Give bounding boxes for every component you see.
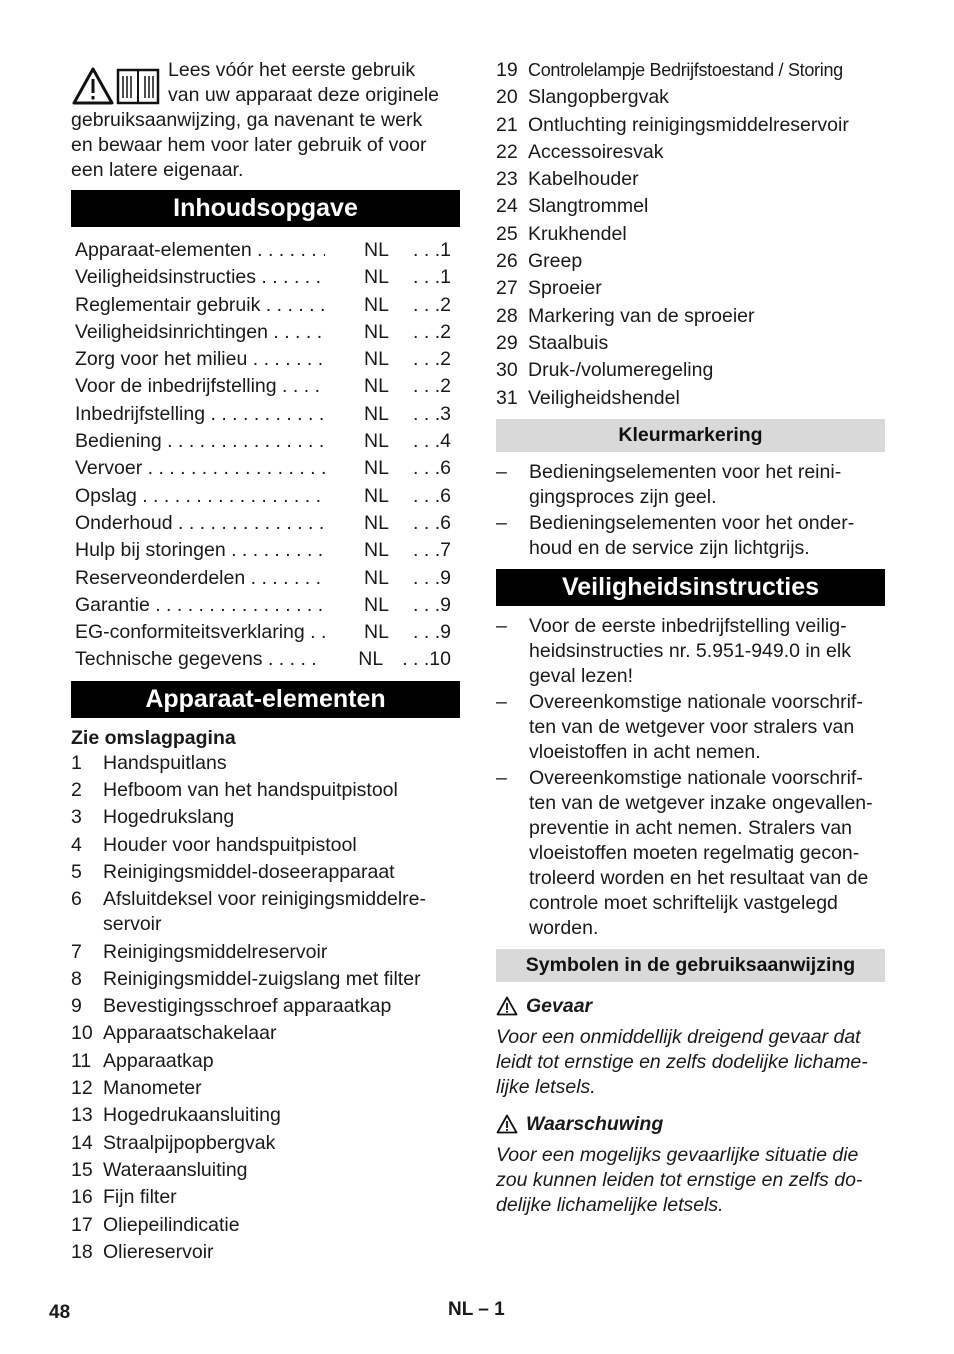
toc-entry-title: Inbedrijfstelling . . .: [75, 401, 325, 428]
element-label: Krukhendel: [528, 222, 627, 245]
bullet-text: Bedieningselementen voor het onder- houd en de service zijn lichtgrijs.: [529, 511, 855, 559]
element-number: 6: [71, 888, 82, 911]
element-number: 31: [496, 386, 518, 409]
element-item: [71, 1131, 460, 1156]
toc-entry-lang: NL: [364, 375, 389, 398]
element-item: [496, 331, 885, 356]
element-label: Reinigingsmiddel-zuigslang met filter: [103, 967, 421, 990]
toc-entry-page: . . . 1: [409, 237, 455, 264]
element-number: 26: [496, 250, 518, 273]
right-column: [496, 58, 885, 1218]
element-item: [496, 276, 885, 301]
element-label: Hogedrukaansluiting: [103, 1104, 281, 1127]
element-item: [71, 1021, 460, 1046]
element-label: Slangtrommel: [528, 195, 649, 218]
element-label: Houder voor handspuitpistool: [103, 833, 357, 856]
toc-entry[interactable]: [75, 428, 455, 455]
toc-entry[interactable]: [75, 592, 455, 619]
element-number: 9: [71, 995, 82, 1018]
element-label: Straalpijpopbergvak: [103, 1131, 276, 1154]
toc-entry-title: Voor de inbedrijfstelling . . .: [75, 373, 325, 400]
toc-entry[interactable]: [75, 264, 455, 291]
element-label: Fijn filter: [103, 1186, 177, 1209]
element-item: [496, 358, 885, 383]
toc-entry-page: . . . 1: [409, 264, 455, 291]
element-item: [496, 304, 885, 329]
element-item: [496, 167, 885, 192]
element-item: [496, 58, 885, 83]
warning-manual-icon: [71, 66, 163, 106]
element-label: Handspuitlans: [103, 751, 227, 774]
element-number: 29: [496, 331, 518, 354]
page-number: 48: [49, 1302, 71, 1323]
toc-entry[interactable]: [75, 292, 455, 319]
warning-label-row: [496, 1112, 885, 1137]
element-label: Apparaatkap: [103, 1049, 214, 1072]
element-number: 3: [71, 806, 82, 829]
element-item: [71, 833, 460, 858]
element-label: Sproeier: [528, 277, 602, 300]
element-number: 11: [71, 1049, 92, 1072]
footer-lang: NL: [448, 1299, 473, 1320]
element-number: 17: [71, 1213, 93, 1236]
element-label: Wateraansluiting: [103, 1158, 248, 1181]
element-number: 2: [71, 779, 82, 802]
element-item: [496, 140, 885, 165]
element-item: [71, 994, 460, 1019]
bullet-item: [496, 511, 885, 561]
toc-entry-lang: NL: [364, 402, 389, 425]
element-label: Slangopbergvak: [528, 86, 669, 109]
element-label: Staalbuis: [528, 331, 609, 354]
element-label: Markering van de sproeier: [528, 304, 755, 327]
element-item: [71, 778, 460, 803]
toc-entry[interactable]: [75, 483, 455, 510]
element-label: Bevestigingsschroef apparaatkap: [103, 995, 392, 1018]
element-label: Ontluchting reinigingsmiddelreservoir: [528, 113, 849, 136]
toc-entry-page: . . . 3: [409, 401, 455, 428]
dash-marker: –: [496, 614, 507, 637]
color-marking-list: [496, 460, 885, 561]
danger-text: Voor een onmiddellijk dreigend gevaar dat leidt tot ernstige en zelfs dodelijke lichame- lijke letsels.: [496, 1025, 868, 1098]
element-number: 4: [71, 833, 82, 856]
toc-entry-lang: NL: [364, 621, 389, 644]
toc-entry[interactable]: [75, 237, 455, 264]
toc-entry-lang: NL: [364, 348, 389, 371]
toc-entry-page: . . . 2: [409, 346, 455, 373]
bullet-item: [496, 460, 885, 510]
element-label: Reinigingsmiddelreservoir: [103, 940, 328, 963]
intro-block: [71, 58, 460, 183]
toc-heading: Inhoudsopgave: [71, 190, 460, 227]
toc-entry-lang: NL: [364, 457, 389, 480]
safety-list: [496, 614, 885, 941]
toc-entry[interactable]: [75, 565, 455, 592]
toc-entry-page: . . . 6: [409, 483, 455, 510]
element-number: 25: [496, 222, 518, 245]
element-number: 24: [496, 195, 518, 218]
dash-marker: –: [496, 690, 507, 713]
element-number: 28: [496, 304, 518, 327]
toc-entry-page: . . . 10: [402, 646, 455, 673]
toc-entry[interactable]: [75, 510, 455, 537]
toc-entry-lang: NL: [364, 484, 389, 507]
toc-entry-title: Veiligheidsinrichtingen . . .: [75, 319, 325, 346]
element-item: [496, 85, 885, 110]
bullet-item: [496, 614, 885, 689]
element-item: [71, 805, 460, 830]
element-number: 8: [71, 967, 82, 990]
dash-marker: –: [496, 766, 507, 789]
symbols-heading: Symbolen in de gebruiksaanwijzing: [496, 949, 885, 982]
element-label: Afsluitdeksel voor reinigingsmiddelre- servoir: [103, 888, 426, 936]
toc-entry[interactable]: [75, 646, 455, 673]
toc-entry-lang: NL: [364, 566, 389, 589]
toc-entry-title: Reserveonderdelen . . .: [75, 565, 325, 592]
toc-entry-lang: NL: [364, 430, 389, 453]
toc-entry-title: EG-conformiteitsverklaring . . .: [75, 619, 325, 646]
footer-section: [448, 1297, 505, 1322]
toc-entry-page: . . . 2: [409, 292, 455, 319]
element-item: [71, 1049, 460, 1074]
element-number: 18: [71, 1240, 93, 1263]
element-label: Hogedrukslang: [103, 806, 235, 829]
elements-list-left: [71, 751, 460, 1265]
element-label: Kabelhouder: [528, 168, 639, 191]
toc-entry-lang: NL: [364, 511, 389, 534]
element-number: 14: [71, 1131, 93, 1154]
toc-entry-title: Onderhoud . . .: [75, 510, 325, 537]
element-label: Druk-/volumeregeling: [528, 359, 714, 382]
warning-text: Voor een mogelijks gevaarlijke situatie die zou kunnen leiden tot ernstige en zelfs do- delijke lichamelijke letsels.: [496, 1143, 863, 1216]
toc-entry[interactable]: [75, 455, 455, 482]
bullet-text: Bedieningselementen voor het reini- gingsproces zijn geel.: [529, 460, 842, 508]
element-item: [496, 249, 885, 274]
warning-label: Waarschuwing: [526, 1112, 664, 1135]
element-number: 15: [71, 1158, 93, 1181]
element-label: Accessoiresvak: [528, 140, 664, 163]
elements-heading: Apparaat-elementen: [71, 681, 460, 718]
toc-entry-page: . . . 6: [409, 455, 455, 482]
element-number: 20: [496, 86, 518, 109]
toc-entry-page: . . . 7: [409, 537, 455, 564]
element-number: 30: [496, 359, 518, 382]
element-label: Oliepeilindicatie: [103, 1213, 240, 1236]
intro-icons: [71, 66, 163, 106]
element-item: [71, 1158, 460, 1183]
element-number: 5: [71, 860, 82, 883]
bullet-item: [496, 690, 885, 765]
element-item: [71, 860, 460, 885]
element-label: Apparaatschakelaar: [103, 1022, 277, 1045]
toc-entry-page: . . . 2: [409, 319, 455, 346]
safety-heading: Veiligheidsinstructies: [496, 569, 885, 606]
toc-entry-title: Vervoer . . .: [75, 455, 325, 482]
toc-entry[interactable]: [75, 319, 455, 346]
danger-label-row: [496, 994, 885, 1019]
toc-entry-page: . . . 9: [409, 592, 455, 619]
intro-text: Lees vóór het eerste gebruik van uw apparaat deze originele gebruiksaanwijzing, ga navenant te werk en bewaar hem voor later gebruik of voor een latere eigenaar.: [71, 59, 440, 181]
dash-marker: –: [496, 511, 507, 534]
element-number: 27: [496, 277, 518, 300]
table-of-contents: [75, 237, 455, 674]
element-label: Greep: [528, 250, 583, 273]
bullet-text: Voor de eerste inbedrijfstelling veilig- heidsinstructies nr. 5.951-949.0 in elk geval lezen!: [529, 614, 851, 687]
element-item: [71, 1213, 460, 1238]
toc-entry-title: Garantie . . .: [75, 592, 325, 619]
toc-entry-lang: NL: [364, 293, 389, 316]
toc-entry[interactable]: [75, 346, 455, 373]
element-number: 21: [496, 113, 518, 136]
element-label: Oliereservoir: [103, 1240, 214, 1263]
element-label: Controlelampje Bedrijfstoestand / Storing: [528, 60, 843, 80]
toc-entry-lang: NL: [364, 539, 389, 562]
element-label: Veiligheidshendel: [528, 386, 680, 409]
element-number: 1: [71, 751, 82, 774]
toc-entry-title: Bediening . . .: [75, 428, 325, 455]
toc-entry-title: Reglementair gebruik . . .: [75, 292, 325, 319]
footer-section-page: – 1: [478, 1299, 505, 1320]
toc-entry-title: Technische gegevens . . .: [75, 646, 319, 673]
element-item: [71, 1185, 460, 1210]
element-item: [496, 222, 885, 247]
toc-entry-title: Hulp bij storingen . . .: [75, 537, 325, 564]
element-number: 19: [496, 59, 518, 81]
color-marking-heading: Kleurmarkering: [496, 419, 885, 452]
element-item: [71, 940, 460, 965]
toc-entry[interactable]: [75, 537, 455, 564]
danger-warning-icon: [496, 996, 518, 1016]
bullet-item: [496, 766, 885, 941]
toc-entry-page: . . . 9: [409, 619, 455, 646]
element-label: Reinigingsmiddel-doseerapparaat: [103, 860, 395, 883]
element-item: [71, 967, 460, 992]
element-number: 12: [71, 1077, 93, 1100]
toc-entry-lang: NL: [364, 266, 389, 289]
toc-entry-page: . . . 9: [409, 565, 455, 592]
toc-entry-lang: NL: [364, 320, 389, 343]
toc-entry-title: Veiligheidsinstructies . . .: [75, 264, 325, 291]
toc-entry-title: Apparaat-elementen . . .: [75, 237, 325, 264]
bullet-text: Overeenkomstige nationale voorschrif- ten van de wetgever inzake ongevallen- preventie in acht nemen. Stralers van vloeistoffen moeten regelmatig gecon- troleerd worden en het resultaat van de controle moet schriftelijk vastgelegd worden.: [529, 766, 873, 939]
toc-entry-title: Opslag . . .: [75, 483, 325, 510]
toc-entry[interactable]: [75, 619, 455, 646]
element-item: [71, 1076, 460, 1101]
elements-subheading: Zie omslagpagina: [71, 726, 236, 749]
toc-entry[interactable]: [75, 401, 455, 428]
elements-list-right: [496, 58, 885, 411]
toc-entry-page: . . . 2: [409, 373, 455, 400]
element-item: [71, 1103, 460, 1128]
element-item: [71, 751, 460, 776]
element-number: 16: [71, 1186, 93, 1209]
toc-entry-lang: NL: [364, 239, 389, 261]
element-label: Hefboom van het handspuitpistool: [103, 779, 398, 802]
toc-entry[interactable]: [75, 373, 455, 400]
toc-entry-lang: NL: [364, 593, 389, 616]
element-label: Manometer: [103, 1077, 202, 1100]
toc-entry-page: . . . 4: [409, 428, 455, 455]
element-number: 22: [496, 140, 518, 163]
dash-marker: –: [496, 460, 507, 483]
element-number: 7: [71, 940, 82, 963]
element-item: [71, 887, 460, 937]
toc-entry-title: Zorg voor het milieu . . .: [75, 346, 325, 373]
danger-label: Gevaar: [526, 994, 593, 1017]
bullet-text: Overeenkomstige nationale voorschrif- ten van de wetgever voor stralers van vloeistoffen in acht nemen.: [529, 690, 863, 763]
element-item: [496, 113, 885, 138]
left-column: [71, 58, 460, 1267]
element-number: 10: [71, 1022, 93, 1045]
element-item: [496, 194, 885, 219]
warning-icon: [496, 1114, 518, 1134]
toc-entry-lang: NL: [358, 648, 384, 671]
element-number: 23: [496, 168, 518, 191]
element-item: [71, 1240, 460, 1265]
element-item: [496, 386, 885, 411]
element-number: 13: [71, 1104, 93, 1127]
toc-entry-page: . . . 6: [409, 510, 455, 537]
